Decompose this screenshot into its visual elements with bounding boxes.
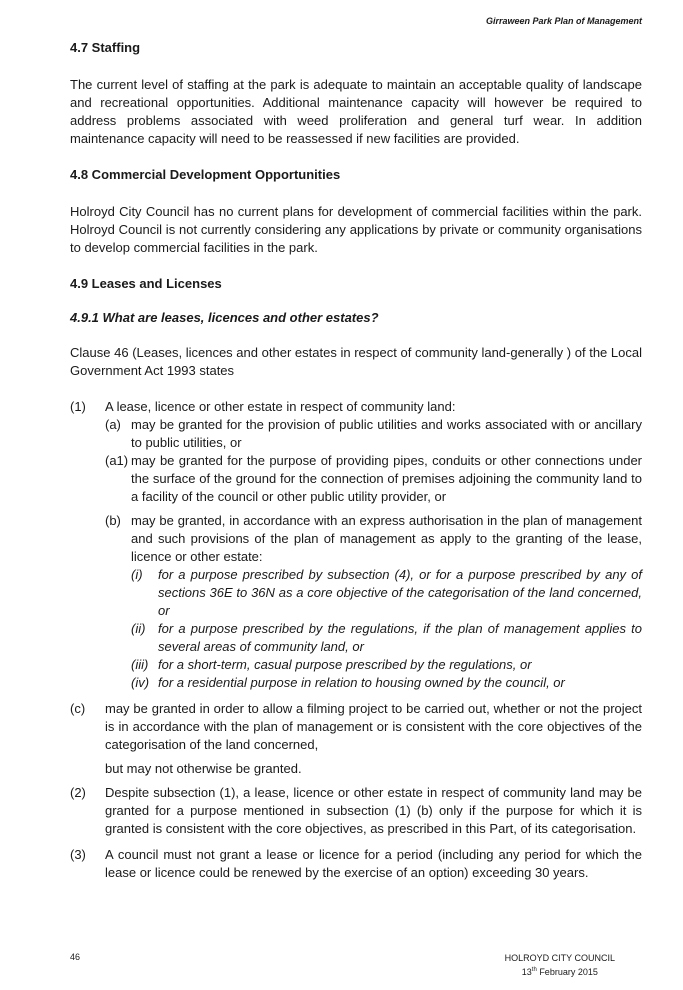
clause-marker: (2)	[70, 785, 86, 800]
clause-marker: (a)	[105, 417, 121, 432]
clause-text: for a residential purpose in relation to housing owned by the council, or	[158, 675, 565, 690]
clause-text: may be granted in order to allow a filming project to be carried out, whether or not the project is in accordance with the plan of management or is consistent with the core objectives of the categorisation of the land concerned,	[105, 701, 642, 752]
clause-item-2	[70, 784, 642, 838]
footer-date-suffix: th	[531, 967, 537, 973]
clause-item-1b-iv	[131, 674, 642, 692]
clause-text: for a short-term, casual purpose prescribed by the regulations, or	[158, 657, 532, 672]
clause-item-1c	[70, 700, 642, 754]
footer-date-rest: February 2015	[536, 967, 598, 977]
clause-marker: (ii)	[131, 621, 146, 636]
clause-marker: (iii)	[131, 657, 149, 672]
clause-text: may be granted for the provision of public utilities and works associated with or ancillary to public utilities, or	[131, 417, 642, 450]
clause-item-1a	[105, 416, 642, 452]
clause-text: A council must not grant a lease or licence for a period (including any period for which the lease or licence could be renewed by the exercise of an option) exceeding 30 years.	[105, 847, 642, 880]
clause-item-1a1	[105, 452, 642, 506]
clause-marker: (a1)	[105, 453, 129, 468]
footer-org-date	[505, 952, 615, 978]
running-header: Girraween Park Plan of Management	[485, 16, 642, 26]
heading-4-8: 4.8 Commercial Development Opportunities	[70, 167, 341, 182]
clause-marker: (b)	[105, 513, 121, 528]
clause-item-1b-iii	[131, 656, 642, 674]
clause-marker: (3)	[70, 847, 86, 862]
staffing-paragraph: The current level of staffing at the park is adequate to maintain an acceptable quality of landscape and recreational opportunities. Additional maintenance capacity will however be required to address problems associated with weed proliferation and general turf wear. In addition maintenance capacity will need to be reassessed if new facilities are provided.	[70, 77, 642, 146]
clause-marker: (c)	[70, 701, 86, 716]
heading-4-9-1: 4.9.1 What are leases, licences and other estates?	[70, 310, 379, 325]
clause-item-1b-ii	[131, 620, 642, 656]
clause-item-1	[70, 398, 642, 416]
clause-marker: (i)	[131, 567, 143, 582]
footer-date-day: 13	[521, 967, 532, 977]
clause-item-3	[70, 846, 642, 882]
page-content	[70, 40, 642, 882]
clause-marker: (1)	[70, 399, 86, 414]
commercial-paragraph: Holroyd City Council has no current plans for development of commercial facilities within the park. Holroyd Council is not currently considering any applications by private or community organisations to develop commercial facilities in the park.	[70, 204, 642, 255]
clause-text: may be granted for the purpose of providing pipes, conduits or other connections under the surface of the ground for the connection of premises adjoining the community land to a facility of the council or other public utility provider, or	[131, 453, 642, 504]
clause-text: may be granted, in accordance with an express authorisation in the plan of management and such provisions of the plan of management as apply to the granting of the lease, licence or other estate:	[131, 513, 642, 564]
clause-tail-text: but may not otherwise be granted.	[105, 761, 302, 776]
clause-text: A lease, licence or other estate in respect of community land:	[105, 399, 456, 414]
footer-date	[505, 964, 615, 978]
clause-item-1b	[105, 512, 642, 566]
clause-text: Despite subsection (1), a lease, licence or other estate in respect of community land may be granted for a purpose mentioned in subsection (1) (b) only if the purpose for which it is granted is consistent with the core objectives, as prescribed in this Part, of its categorisation.	[105, 785, 642, 836]
page-number: 46	[70, 952, 81, 962]
heading-4-9: 4.9 Leases and Licenses	[70, 276, 222, 291]
clause-marker: (iv)	[131, 675, 150, 690]
footer-org: HOLROYD CITY COUNCIL	[504, 953, 615, 963]
clause-item-1b-i	[131, 566, 642, 620]
clause-text: for a purpose prescribed by subsection (4), or for a purpose prescribed by any of sections 36E to 36N as a core objective of the categorisation of the land concerned, or	[158, 567, 642, 618]
clause-intro-paragraph: Clause 46 (Leases, licences and other estates in respect of community land-generally ) of the Local Government Act 1993 states	[70, 345, 642, 378]
heading-4-7: 4.7 Staffing	[70, 40, 141, 55]
clause-text: for a purpose prescribed by the regulations, if the plan of management applies to several areas of community land, or	[158, 621, 642, 654]
